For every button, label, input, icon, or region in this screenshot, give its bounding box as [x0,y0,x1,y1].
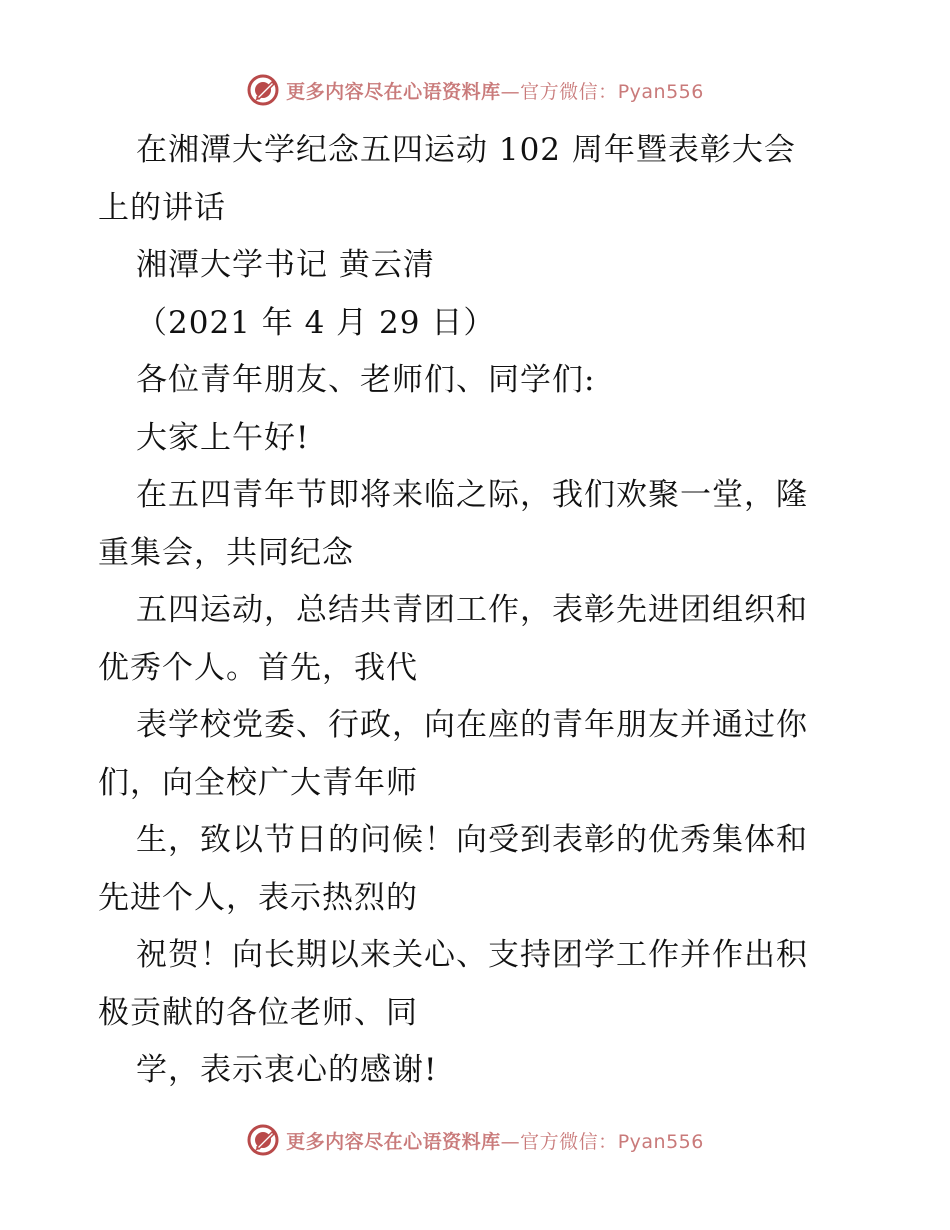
paragraph-line: 表学校党委、行政，向在座的青年朋友并通过你 [136,707,808,743]
banner-dash: — [500,1130,521,1153]
paragraph-line: 五四运动，总结共青团工作，表彰先进团组织和 [136,592,808,628]
banner-site-text: 更多内容尽在心语资料库 [286,80,501,103]
banner-official-label: 官方微信： [520,80,618,103]
banner-text [286,1127,704,1154]
title-line-2: 上的讲话 [98,189,226,226]
header-banner [0,72,950,108]
paragraph-line: 在五四青年节即将来临之际，我们欢聚一堂，隆 [136,477,808,513]
pen-logo-icon [246,1123,280,1157]
greeting-line: 大家上午好! [136,419,310,456]
banner-wechat-id: Pyan556 [617,1130,704,1153]
paragraph-line: 优秀个人。首先，我代 [98,649,418,686]
banner-dash: — [500,80,521,103]
footer-banner [0,1122,950,1158]
paragraph-line: 们，向全校广大青年师 [98,764,418,801]
date-line: （2021 年 4 月 29 日） [136,304,496,341]
author-line: 湘潭大学书记 黄云清 [136,247,435,283]
banner-site-text: 更多内容尽在心语资料库 [286,1130,501,1153]
banner-wechat-id: Pyan556 [617,80,704,103]
document-body [98,122,858,1100]
paragraph-line: 重集会，共同纪念 [98,534,354,571]
salutation-line: 各位青年朋友、老师们、同学们: [136,362,596,398]
paragraph-line: 祝贺！向长期以来关心、支持团学工作并作出积 [136,937,808,973]
title-line-1: 在湘潭大学纪念五四运动 102 周年暨表彰大会 [136,132,796,168]
paragraph-line: 极贡献的各位老师、同 [98,994,418,1031]
paragraph-line: 生，致以节日的问候！向受到表彰的优秀集体和 [136,822,808,858]
pen-logo-icon [246,73,280,107]
banner-text [286,77,704,104]
paragraph-line: 学，表示衷心的感谢! [136,1052,438,1088]
paragraph-line: 先进个人，表示热烈的 [98,879,418,916]
banner-official-label: 官方微信： [520,1130,618,1153]
